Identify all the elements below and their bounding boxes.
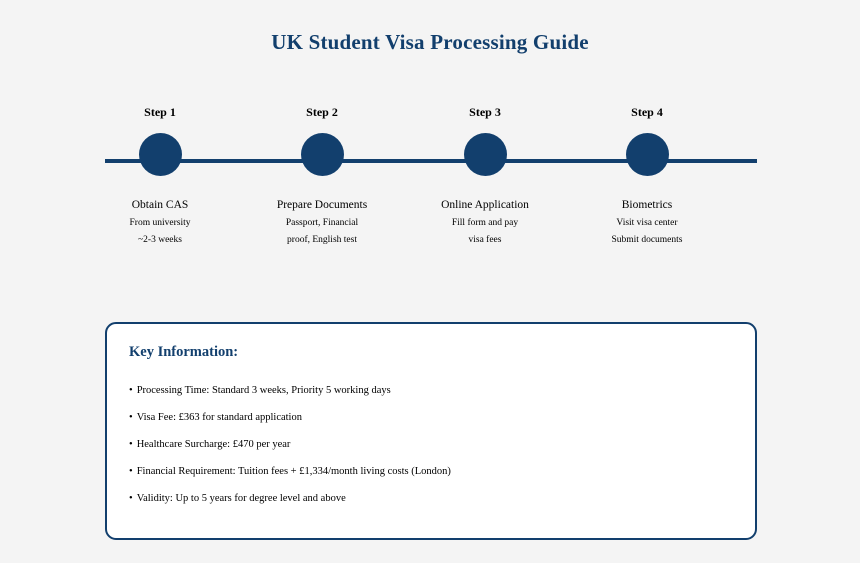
step-marker-dot-icon [301,133,344,176]
list-item [129,485,737,512]
list-item-text: Visa Fee: £363 for standard application [136,412,302,423]
timeline-step-1[interactable] [75,105,245,249]
bullet-icon: • [129,412,133,423]
step-description-line: proof, English test [287,235,357,245]
bullet-icon: • [129,439,133,450]
bullet-icon: • [129,466,133,477]
step-marker-dot-icon [139,133,182,176]
step-title: Obtain CAS [131,199,189,211]
list-item-text: Validity: Up to 5 years for degree level and above [136,493,346,504]
key-information-heading: Key Information: [129,344,239,360]
bullet-icon: • [129,493,133,504]
list-item-text: Processing Time: Standard 3 weeks, Priority 5 working days [136,385,391,396]
step-title: Prepare Documents [276,199,368,211]
step-description [75,215,245,249]
list-item [129,431,737,458]
list-item [129,377,737,404]
step-description-line: From university [129,218,191,228]
step-label: Step 3 [469,105,501,119]
list-item-text: Healthcare Surcharge: £470 per year [136,439,291,450]
timeline-step-2[interactable] [237,105,407,249]
list-item [129,458,737,485]
step-label: Step 1 [144,105,176,119]
page-title: UK Student Visa Processing Guide [271,30,589,54]
step-marker-dot-icon [464,133,507,176]
step-description-line: Fill form and pay [451,218,519,228]
visa-process-timeline [0,105,860,270]
step-description-line: Submit documents [611,235,683,245]
step-description-line: visa fees [468,235,502,245]
step-description-line: Passport, Financial [285,218,359,228]
list-item [129,404,737,431]
step-title: Online Application [441,199,529,211]
step-description [562,215,732,249]
step-description-line: ~2-3 weeks [138,235,182,245]
step-description [237,215,407,249]
key-information-panel [105,322,757,540]
step-description-line: Visit visa center [616,218,678,228]
timeline-step-4[interactable] [562,105,732,249]
step-label: Step 2 [306,105,338,119]
step-label: Step 4 [631,105,663,119]
step-title: Biometrics [621,199,673,211]
key-information-list [129,377,737,512]
bullet-icon: • [129,385,133,396]
list-item-text: Financial Requirement: Tuition fees + £1,334/month living costs (London) [136,466,451,477]
step-marker-dot-icon [626,133,669,176]
timeline-step-3[interactable] [400,105,570,249]
step-description [400,215,570,249]
